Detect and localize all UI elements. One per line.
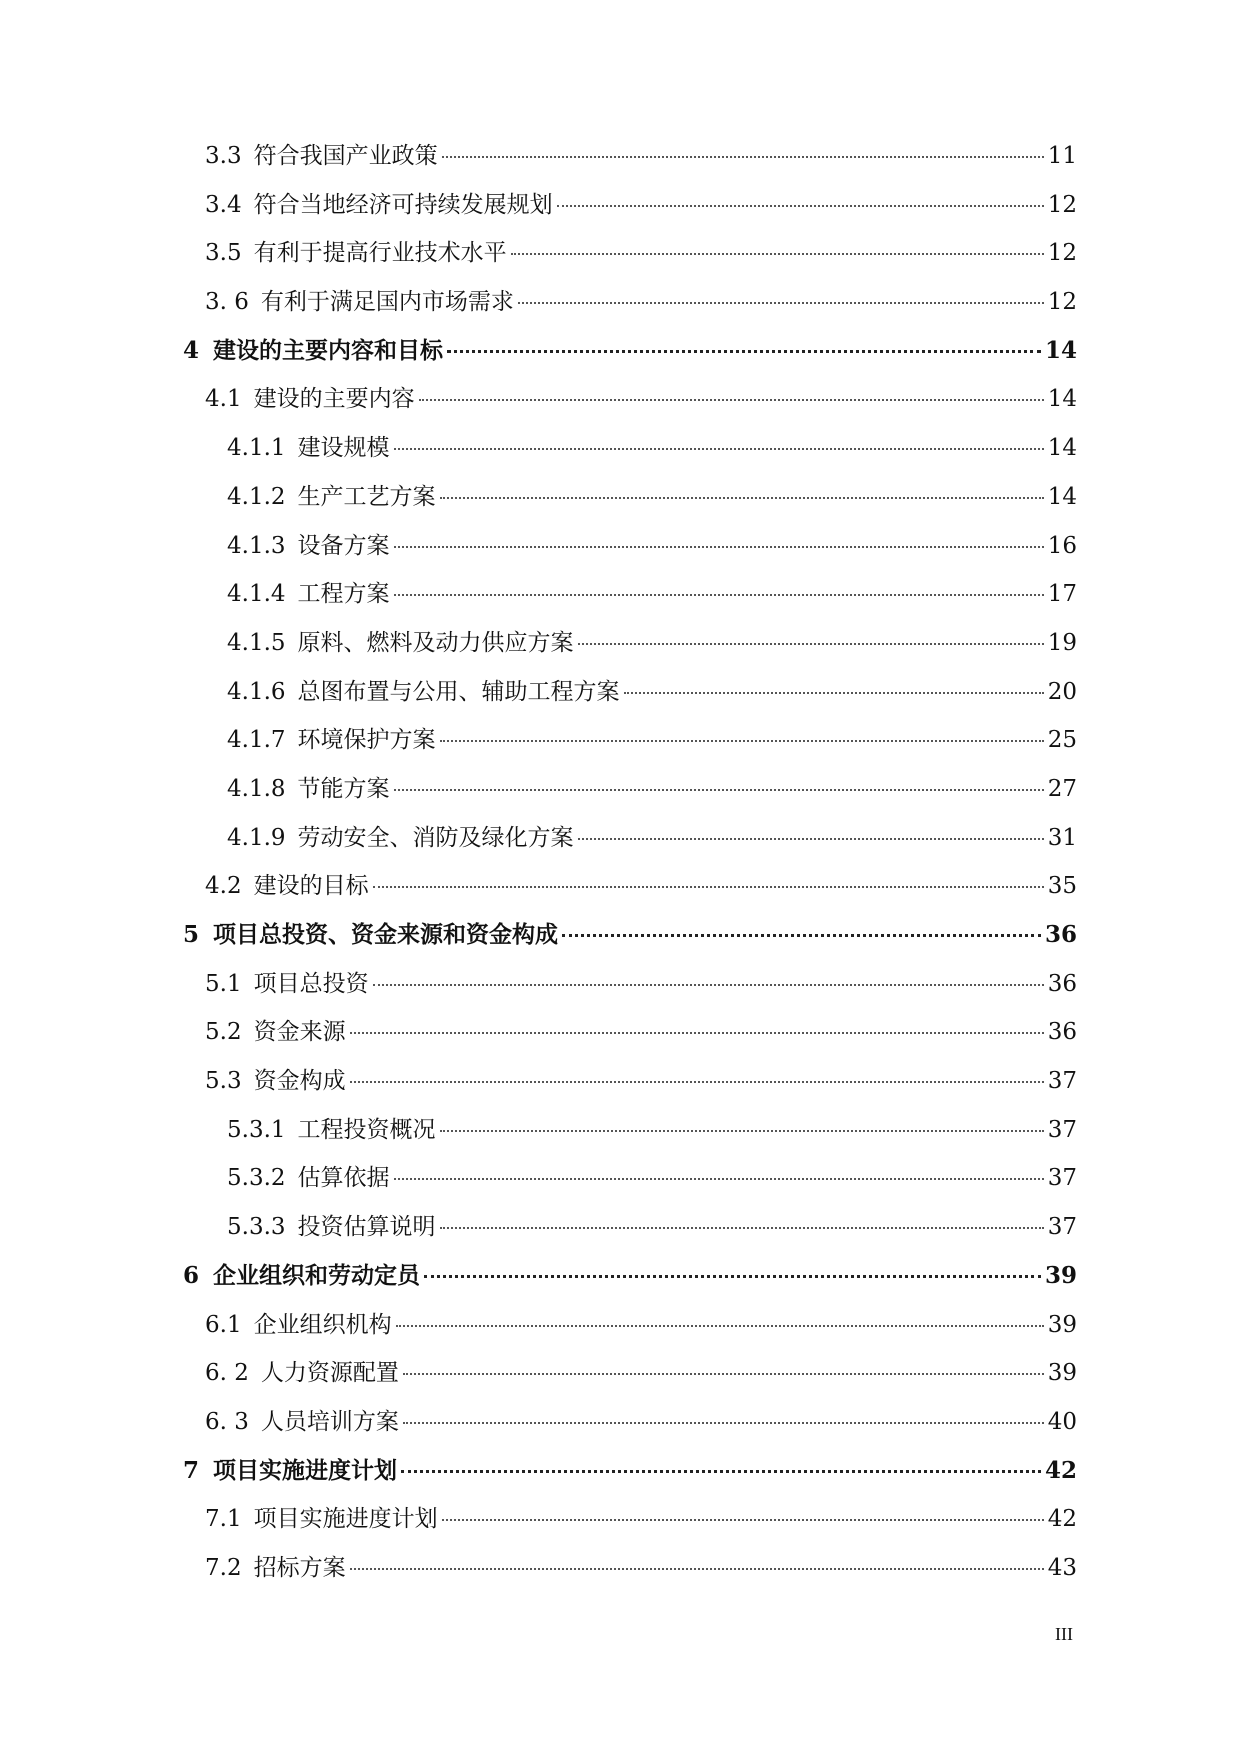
toc-dot-leader <box>562 934 1041 937</box>
toc-entry-page: 37 <box>1047 1116 1077 1143</box>
toc-entry[interactable] <box>183 823 1077 872</box>
toc-dot-leader <box>511 253 1044 255</box>
toc-entry-page: 37 <box>1047 1214 1077 1241</box>
toc-entry-page: 12 <box>1047 289 1077 316</box>
toc-entry[interactable] <box>183 725 1077 774</box>
toc-entry-number: 4 <box>183 336 200 364</box>
toc-dot-leader <box>440 1130 1044 1132</box>
toc-dot-leader <box>624 692 1044 694</box>
toc-entry-number: 4.1.6 <box>227 678 286 705</box>
toc-entry-number: 4.1.8 <box>227 775 286 802</box>
toc-entry[interactable] <box>183 969 1077 1018</box>
toc-entry-title: 估算依据 <box>297 1165 390 1192</box>
toc-entry-number: 6.1 <box>205 1311 242 1338</box>
toc-entry-title: 劳动安全、消防及绿化方案 <box>297 824 574 851</box>
toc-entry-number: 4.1.1 <box>227 435 286 462</box>
toc-dot-leader <box>578 838 1044 840</box>
toc-dot-leader <box>440 497 1044 499</box>
toc-entry-number: 4.1.3 <box>227 532 286 559</box>
toc-entry-title: 项目实施进度计划 <box>253 1506 438 1533</box>
toc-entry[interactable] <box>183 628 1077 677</box>
toc-entry-number: 7.2 <box>205 1554 242 1581</box>
toc-entry[interactable] <box>183 871 1077 920</box>
toc-dot-leader <box>373 984 1044 986</box>
toc-dot-leader <box>419 399 1044 401</box>
toc-entry-title: 企业组织机构 <box>253 1311 392 1338</box>
toc-entry-page: 37 <box>1047 1068 1077 1095</box>
toc-entry-page: 35 <box>1047 873 1077 900</box>
toc-dot-leader <box>373 886 1044 888</box>
toc-entry-number: 5.3.2 <box>227 1165 286 1192</box>
toc-entry-title: 设备方案 <box>297 532 390 559</box>
toc-entry-page: 31 <box>1047 824 1077 851</box>
toc-entry-page: 27 <box>1047 775 1077 802</box>
toc-dot-leader <box>518 302 1044 304</box>
toc-entry-page: 12 <box>1047 240 1077 267</box>
toc-dot-leader <box>350 1081 1044 1083</box>
toc-entry-number: 4.1.7 <box>227 727 286 754</box>
toc-entry-title: 项目总投资、资金来源和资金构成 <box>213 921 559 948</box>
toc-entry-title: 总图布置与公用、辅助工程方案 <box>297 678 620 705</box>
toc-entry[interactable] <box>183 677 1077 726</box>
toc-entry-title: 建设规模 <box>297 435 390 462</box>
toc-entry[interactable] <box>183 190 1077 239</box>
toc-dot-leader <box>396 1325 1044 1327</box>
toc-entry-title: 项目实施进度计划 <box>213 1456 398 1484</box>
toc-entry-page: 36 <box>1047 970 1077 997</box>
toc-entry-number: 5.3.3 <box>227 1214 286 1241</box>
toc-entry[interactable] <box>183 384 1077 433</box>
toc-entry-page: 37 <box>1047 1165 1077 1192</box>
toc-entry-page: 43 <box>1047 1554 1077 1581</box>
toc-dot-leader <box>557 205 1044 207</box>
toc-entry[interactable] <box>183 579 1077 628</box>
toc-entry-title: 投资估算说明 <box>297 1214 436 1241</box>
toc-entry-number: 5.3 <box>205 1068 242 1095</box>
toc-entry-page: 14 <box>1047 386 1077 413</box>
toc-entry-title: 资金来源 <box>253 1019 346 1046</box>
toc-entry-number: 4.1.9 <box>227 824 286 851</box>
toc-entry[interactable] <box>183 1358 1077 1407</box>
toc-entry-title: 节能方案 <box>297 775 390 802</box>
toc-entry-number: 7.1 <box>205 1506 242 1533</box>
toc-dot-leader <box>394 594 1044 596</box>
toc-entry-number: 7 <box>183 1456 200 1484</box>
toc-entry-number: 5.3.1 <box>227 1116 286 1143</box>
toc-entry-title: 建设的目标 <box>253 873 369 900</box>
toc-entry-number: 5.1 <box>205 970 242 997</box>
toc-entry-title: 建设的主要内容和目标 <box>213 336 444 364</box>
toc-entry[interactable] <box>183 1066 1077 1115</box>
toc-entry-page: 39 <box>1047 1360 1077 1387</box>
toc-entry-title: 企业组织和劳动定员 <box>213 1261 421 1289</box>
toc-dot-leader <box>394 1178 1044 1180</box>
toc-entry[interactable] <box>183 1456 1077 1505</box>
toc-entry-title: 环境保护方案 <box>297 727 436 754</box>
toc-entry[interactable] <box>183 1504 1077 1553</box>
toc-entry-title: 生产工艺方案 <box>297 483 436 510</box>
toc-entry-title: 符合我国产业政策 <box>253 143 438 169</box>
toc-entry-number: 3.4 <box>205 191 242 218</box>
toc-dot-leader <box>440 740 1044 742</box>
toc-entry[interactable] <box>183 287 1077 336</box>
toc-entry-title: 项目总投资 <box>253 970 369 997</box>
toc-entry-page: 17 <box>1047 581 1077 608</box>
toc-dot-leader <box>440 1227 1044 1229</box>
toc-entry-title: 原料、燃料及动力供应方案 <box>297 629 574 656</box>
toc-entry-number: 5 <box>183 921 200 948</box>
toc-entry[interactable] <box>183 774 1077 823</box>
toc-dot-leader <box>447 350 1041 353</box>
toc-entry[interactable] <box>183 1115 1077 1164</box>
toc-dot-leader <box>403 1422 1044 1424</box>
toc-entry-number: 6. 2 <box>205 1360 249 1387</box>
toc-entry-page: 36 <box>1044 921 1077 948</box>
toc-entry[interactable] <box>183 1017 1077 1066</box>
toc-entry-page: 14 <box>1047 435 1077 462</box>
toc-entry-page: 25 <box>1047 727 1077 754</box>
toc-entry-title: 符合当地经济可持续发展规划 <box>253 191 553 218</box>
toc-dot-leader <box>350 1568 1044 1570</box>
toc-entry-page: 14 <box>1044 336 1077 364</box>
toc-entry-page: 12 <box>1047 191 1077 218</box>
toc-entry[interactable] <box>183 433 1077 482</box>
toc-entry-number: 4.1 <box>205 386 242 413</box>
toc-entry[interactable] <box>183 336 1077 385</box>
toc-entry-page: 39 <box>1047 1311 1077 1338</box>
toc-entry-number: 4.1.4 <box>227 581 286 608</box>
toc-entry[interactable] <box>183 531 1077 580</box>
toc-entry-title: 建设的主要内容 <box>253 386 415 413</box>
toc-entry[interactable] <box>183 238 1077 287</box>
toc-entry-page: 19 <box>1047 629 1077 656</box>
toc-entry-title: 工程投资概况 <box>297 1116 436 1143</box>
toc-entry-page: 42 <box>1047 1506 1077 1533</box>
toc-entry[interactable] <box>183 482 1077 531</box>
toc-entry-title: 有利于满足国内市场需求 <box>260 289 514 316</box>
toc-entry[interactable] <box>183 1212 1077 1261</box>
toc-entry-page: 11 <box>1047 143 1077 169</box>
table-of-contents <box>183 141 1077 1602</box>
toc-dot-leader <box>578 643 1044 645</box>
toc-entry-page: 14 <box>1047 483 1077 510</box>
toc-entry-page: 42 <box>1044 1456 1077 1484</box>
toc-entry-page: 39 <box>1044 1261 1077 1289</box>
toc-entry-number: 3.3 <box>205 143 242 169</box>
toc-entry-title: 工程方案 <box>297 581 390 608</box>
toc-entry-page: 16 <box>1047 532 1077 559</box>
toc-dot-leader <box>442 156 1044 158</box>
toc-dot-leader <box>394 546 1044 548</box>
toc-entry[interactable] <box>183 1553 1077 1602</box>
toc-entry-number: 3.5 <box>205 240 242 267</box>
toc-entry-number: 6. 3 <box>205 1408 249 1435</box>
toc-entry[interactable] <box>183 1407 1077 1456</box>
toc-entry[interactable] <box>183 1261 1077 1310</box>
toc-dot-leader <box>442 1519 1044 1521</box>
toc-dot-leader <box>401 1470 1041 1473</box>
toc-dot-leader <box>403 1373 1044 1375</box>
toc-entry-page: 36 <box>1047 1019 1077 1046</box>
toc-dot-leader <box>350 1032 1044 1034</box>
page-number-footer: III <box>1055 1624 1073 1644</box>
toc-dot-leader <box>424 1275 1041 1278</box>
toc-entry-title: 人员培训方案 <box>260 1408 399 1435</box>
toc-dot-leader <box>394 448 1044 450</box>
toc-entry[interactable] <box>183 141 1077 190</box>
toc-entry-number: 4.1.5 <box>227 629 286 656</box>
toc-entry[interactable] <box>183 1163 1077 1212</box>
toc-entry[interactable] <box>183 1310 1077 1359</box>
toc-entry-page: 20 <box>1047 678 1077 705</box>
toc-entry-number: 4.2 <box>205 873 242 900</box>
toc-entry-page: 40 <box>1047 1408 1077 1435</box>
toc-entry-title: 资金构成 <box>253 1068 346 1095</box>
toc-entry-number: 5.2 <box>205 1019 242 1046</box>
toc-entry-title: 招标方案 <box>253 1554 346 1581</box>
toc-dot-leader <box>394 789 1044 791</box>
toc-entry-title: 有利于提高行业技术水平 <box>253 240 507 267</box>
toc-entry[interactable] <box>183 920 1077 969</box>
toc-entry-number: 4.1.2 <box>227 483 286 510</box>
toc-entry-title: 人力资源配置 <box>260 1360 399 1387</box>
toc-entry-number: 6 <box>183 1261 200 1289</box>
toc-entry-number: 3. 6 <box>205 289 249 316</box>
